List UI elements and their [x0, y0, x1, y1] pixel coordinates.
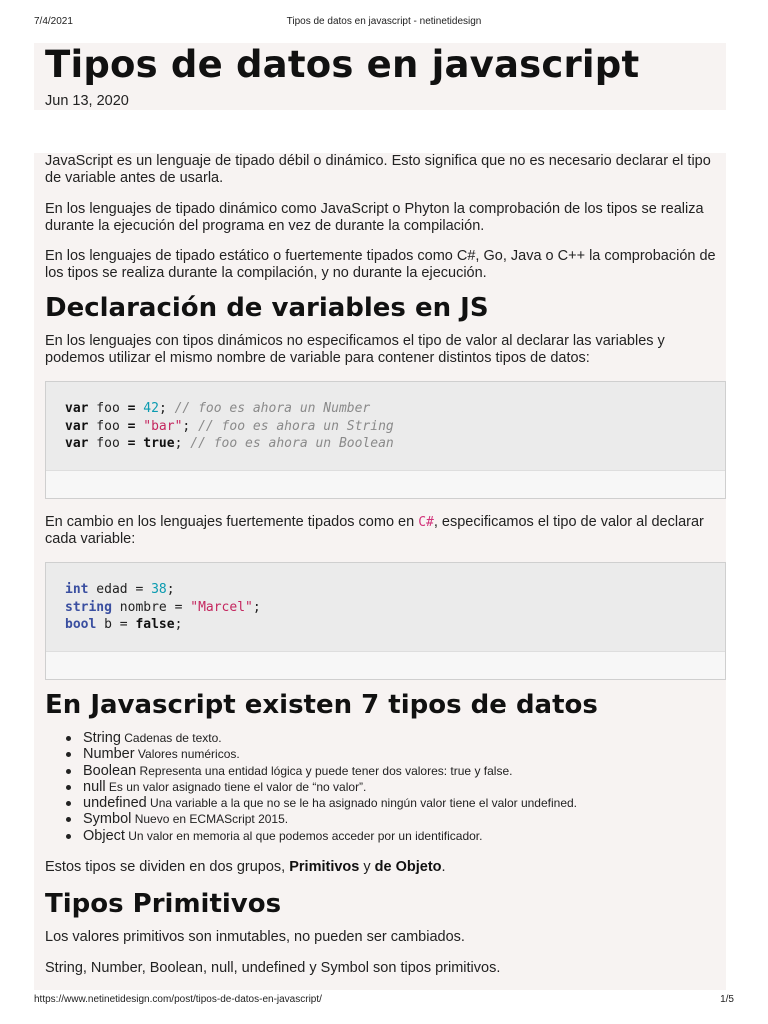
code-block-csharp [45, 562, 726, 680]
grupos-paragraph [45, 859, 721, 876]
code-value: false [135, 617, 175, 632]
type-name: Number [83, 746, 135, 763]
heading-tipos: En Javascript existen 7 tipos de datos [45, 690, 598, 720]
type-description: Cadenas de texto. [120, 731, 222, 745]
code-scrollbar[interactable] [46, 651, 725, 679]
print-date: 7/4/2021 [34, 16, 73, 27]
heading-declaracion: Declaración de variables en JS [45, 293, 489, 323]
code-line [65, 401, 370, 416]
type-description: Representa una entidad lógica y puede tener dos valores: true y false. [136, 763, 513, 778]
code-line [65, 600, 261, 615]
list-item [83, 730, 733, 746]
type-name: undefined [83, 795, 147, 812]
type-description: Un valor en memoria al que podemos acceder por un identificador. [124, 828, 483, 843]
code-operator: = [127, 436, 136, 451]
code-identifier: foo [88, 401, 128, 416]
code-operator: = [127, 418, 136, 434]
grupos-y: y [359, 859, 375, 875]
print-url[interactable]: https://www.netinetidesign.com/post/tipos-de-datos-en-javascript/ [34, 994, 322, 1005]
code-operator: = [127, 401, 136, 416]
code-punct: ; [174, 617, 183, 632]
code-comment: // foo es ahora un String [190, 418, 394, 434]
intro-paragraph-1: JavaScript es un lenguaje de tipado débil o dinámico. Esto significa que no es necesario declarar el tipo de variable antes de usarla. [45, 153, 711, 186]
code-punct: ; [166, 582, 175, 597]
grupos-prefix: Estos tipos se dividen en dos grupos, [45, 859, 290, 875]
code-punct: ; [182, 418, 191, 434]
code-type: bool [65, 617, 97, 632]
code-line [65, 436, 394, 451]
type-name: null [83, 778, 106, 795]
page-title: Tipos de datos en javascript [45, 43, 640, 86]
code-punct: ; [174, 436, 183, 451]
code-type: string [65, 599, 112, 615]
code-punct: ; [252, 599, 261, 615]
code-type: int [65, 582, 89, 597]
type-name: Symbol [83, 811, 132, 828]
list-item [83, 779, 733, 795]
code-block-js [45, 381, 726, 499]
type-description: Valores numéricos. [134, 747, 240, 762]
list-item [83, 746, 733, 762]
csharp-text-after: , especificamos el tipo de valor al declarar cada variable: [45, 514, 704, 547]
print-page-title: Tipos de datos en javascript - netinetidesign [286, 16, 482, 27]
primitivos-paragraph-2: String, Number, Boolean, null, undefined y Symbol son tipos primitivos. [45, 960, 501, 976]
grupos-primitivos: Primitivos [289, 859, 360, 875]
type-name: Boolean [83, 762, 137, 779]
code-value: 42 [143, 401, 159, 416]
list-item [83, 795, 733, 811]
code-value: true [143, 436, 175, 451]
primitivos-paragraph-1: Los valores primitivos son inmutables, no pueden ser cambiados. [45, 929, 465, 945]
code-comment: // foo es ahora un Boolean [182, 436, 394, 451]
code-value: "bar" [143, 418, 183, 434]
code-identifier: b = [96, 617, 136, 632]
code-identifier: foo [88, 418, 128, 434]
code-csharp-lines [65, 581, 261, 634]
intro-paragraph-3: En los lenguajes de tipado estático o fuertemente tipados como C#, Go, Java o C++ la comprobación de los tipos se realiza durante la compilación, y no durante la ejecución. [45, 248, 716, 281]
article-header [34, 43, 726, 110]
code-identifier: edad = [88, 582, 152, 597]
article-body [34, 153, 726, 990]
code-value: "Marcel" [190, 599, 253, 615]
inline-code-csharp: C# [418, 515, 434, 530]
code-keyword: var [65, 418, 89, 434]
type-description: Es un valor asignado tiene el valor de “no valor”. [105, 779, 367, 794]
code-line [65, 617, 182, 632]
code-value: 38 [151, 582, 167, 597]
code-punct: ; [158, 401, 167, 416]
code-scrollbar[interactable] [46, 470, 725, 498]
csharp-paragraph [45, 514, 721, 548]
code-keyword: var [65, 401, 89, 416]
code-keyword: var [65, 436, 89, 451]
types-list [45, 730, 733, 844]
code-js-lines [65, 400, 394, 453]
type-description: Una variable a la que no se le ha asignado ningún valor tiene el valor undefined. [146, 796, 578, 811]
list-item [83, 828, 733, 844]
type-name: Object [83, 827, 125, 844]
code-line [65, 582, 175, 597]
list-item [83, 811, 733, 827]
code-identifier: foo [88, 436, 128, 451]
type-description: Nuevo en ECMAScript 2015. [131, 812, 289, 827]
heading-primitivos: Tipos Primitivos [45, 889, 282, 919]
type-name: String [83, 730, 121, 746]
code-line [65, 419, 394, 434]
grupos-end: . [441, 859, 446, 875]
declaracion-paragraph: En los lenguajes con tipos dinámicos no especificamos el tipo de valor al declarar las variables y podemos utilizar el mismo nombre de variable para contener distintos tipos de datos: [45, 333, 665, 366]
publish-date: Jun 13, 2020 [45, 93, 129, 109]
csharp-text-before: En cambio en los lenguajes fuertemente tipados como en [45, 514, 419, 530]
list-item [83, 763, 733, 779]
grupos-objeto: de Objeto [374, 859, 442, 875]
print-page-number: 1/5 [720, 994, 734, 1005]
code-comment: // foo es ahora un Number [166, 401, 371, 416]
code-identifier: nombre = [111, 599, 191, 615]
intro-paragraph-2: En los lenguajes de tipado dinámico como JavaScript o Phyton la comprobación de los tipos se realiza durante la ejecución del programa en vez de durante la compilación. [45, 201, 704, 234]
